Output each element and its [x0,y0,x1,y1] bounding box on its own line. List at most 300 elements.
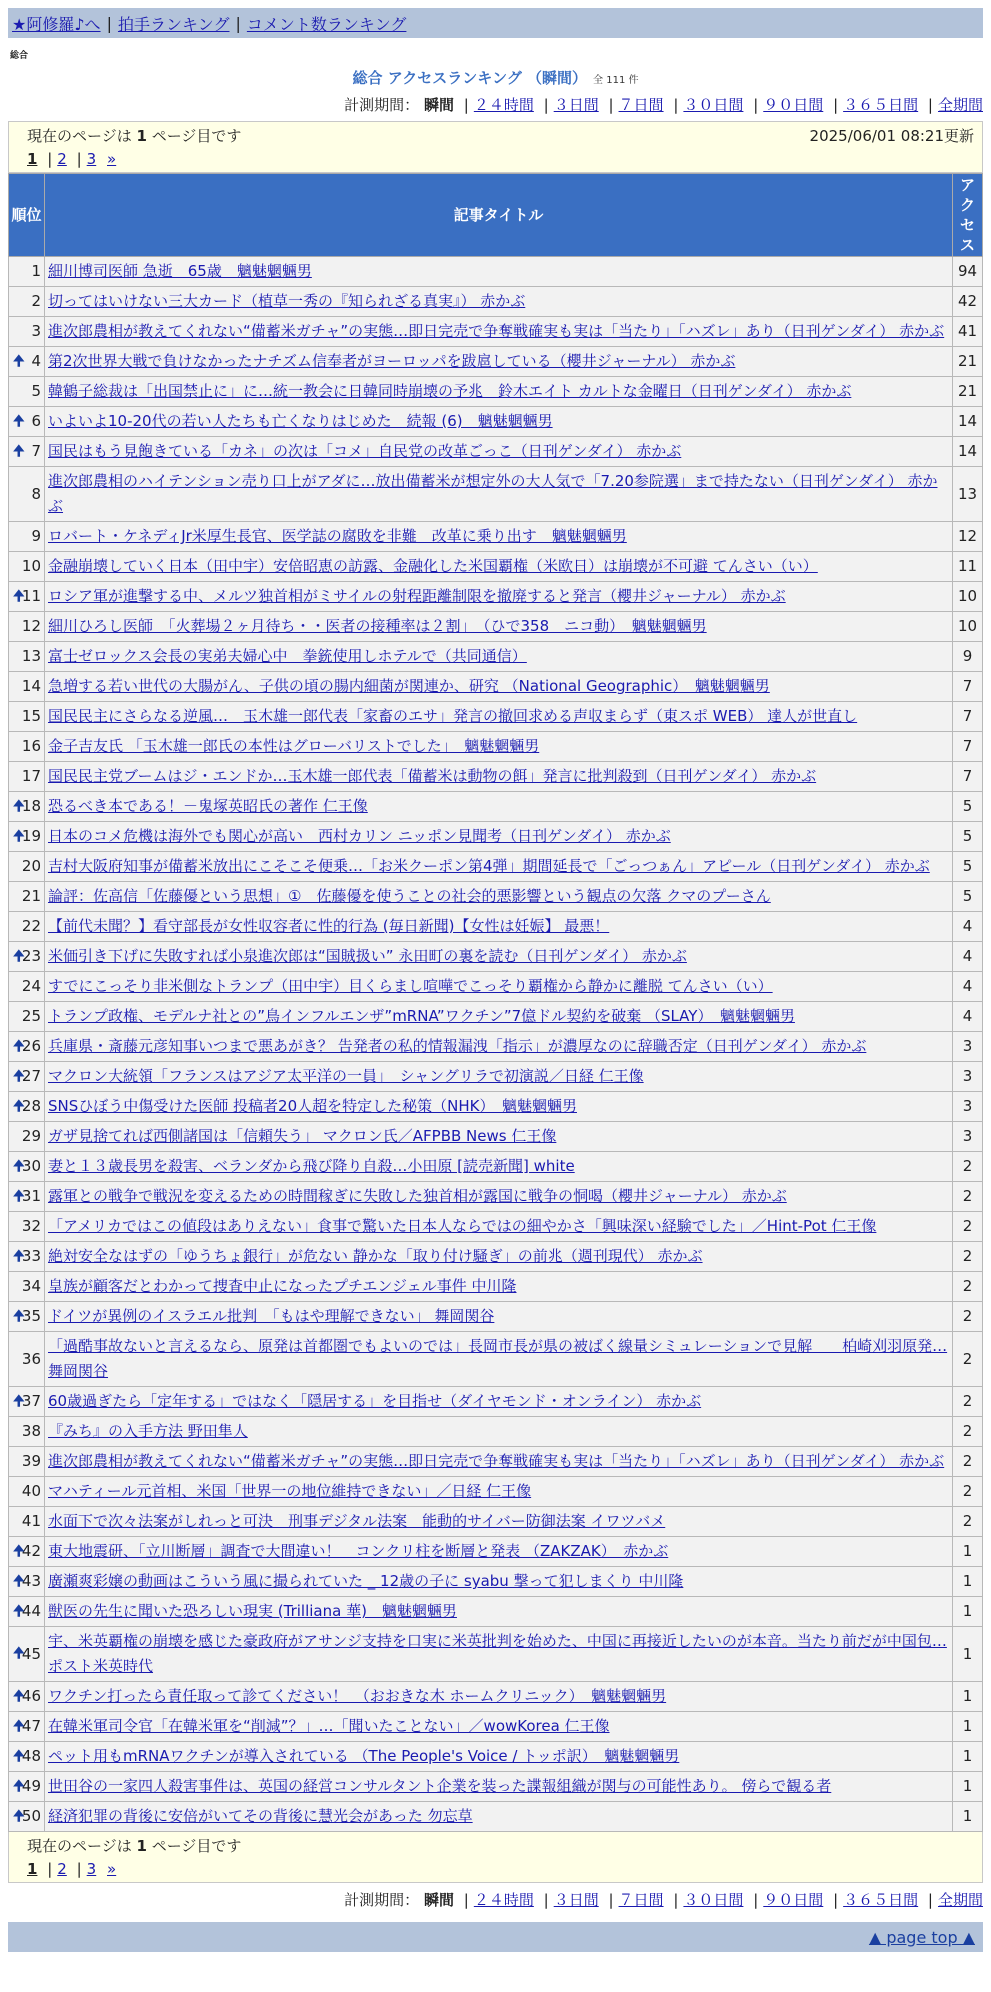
article-link[interactable]: 論評：佐高信「佐藤優という思想」① 佐藤優を使うことの社会的悪影響という観点の欠落 クマのプーさん [48,887,771,905]
table-row [9,552,983,582]
article-link[interactable]: 国民民主にさらなる逆風… 玉木雄一郎代表「家畜のエサ」発言の撤回求める声収まらず（東スポ WEB） 達人が世直し [48,707,858,725]
article-link[interactable]: 国民民主党ブームはジ・エンドか…玉木雄一郎代表「備蓄米は動物の餌」発言に批判殺到（日刊ゲンダイ） 赤かぶ [48,767,817,785]
access-count: 1 [953,1772,983,1802]
page-2-link[interactable]: 2 [57,1860,67,1878]
access-count: 1 [953,1682,983,1712]
rank-cell [9,287,45,317]
title-cell [45,522,953,552]
table-row [9,317,983,347]
rank-number: 31 [21,1187,41,1205]
article-link[interactable]: 皇族が顧客だとわかって捜査中止になったプチエンジェル事件 中川隆 [48,1277,517,1295]
page-3-link[interactable]: 3 [86,1860,97,1878]
page-top-link[interactable]: ▲ page top ▲ [868,1927,975,1947]
title-cell [45,552,953,582]
article-link[interactable]: 細川ひろし医師 「火葬場２ヶ月待ち・・医者の接種率は２割」 （ひで358 ニコ動） 魑魅魍魎男 [48,617,707,635]
title-cell [45,852,953,882]
access-count: 1 [953,1712,983,1742]
period-label: 計測期間： [344,1891,420,1909]
article-link[interactable]: 絶対安全なはずの「ゆうちょ銀行」が危ない 静かな「取り付け騒ぎ」の前兆（週刊現代） 赤かぶ [48,1247,703,1265]
rank-cell [9,1002,45,1032]
access-count: 3 [953,1062,983,1092]
access-count: 10 [953,582,983,612]
rank-number: 30 [21,1157,41,1175]
access-count: 4 [953,942,983,972]
title-cell [45,1212,953,1242]
access-count: 2 [953,1417,983,1447]
article-link[interactable]: 60歳過ぎたら「定年する」ではなく「隠居する」を目指せ（ダイヤモンド・オンライン） 赤かぶ [48,1392,702,1410]
title-cell [45,1032,953,1062]
title-cell [45,612,953,642]
article-link[interactable]: ロバート・ケネディJr米厚生長官、医学誌の腐敗を非難 改革に乗り出す 魑魅魍魎男 [48,527,627,545]
table-row [9,1332,983,1387]
rank-number: 23 [21,947,41,965]
access-count: 2 [953,1152,983,1182]
title-cell [45,582,953,612]
title-cell [45,437,953,467]
access-count: 1 [953,1567,983,1597]
period-3d-link[interactable]: ３日間 [553,96,599,114]
title-cell [45,1302,953,1332]
article-link[interactable]: マクロン大統領「フランスはアジア太平洋の一員」 シャングリラで初演説／日経 仁王像 [48,1067,644,1085]
access-count: 3 [953,1032,983,1062]
rank-up-arrow-icon: 🠉 [13,588,25,604]
title-cell [45,1002,953,1032]
period-3d-link[interactable]: ３日間 [553,1891,599,1909]
article-link[interactable]: 細川博司医師 急逝 65歳 魑魅魍魎男 [48,262,312,280]
page-status: 現在のページは 1 ページ目です [27,1837,242,1855]
rank-number: 50 [21,1807,41,1825]
title-cell [45,732,953,762]
article-link[interactable]: 吉村大阪府知事が備蓄米放出にこそこそ便乗…「お米クーポン第4弾」期間延長で「ごっつぁん」アピール（日刊ゲンダイ） 赤かぶ [48,857,930,875]
rank-number: 21 [21,887,41,905]
table-row [9,287,983,317]
rank-cell [9,377,45,407]
rank-cell [9,762,45,792]
pager-top: 現在のページは 1 ページ目です 2025/06/01 08:21更新 1 | 2 | 3 » [8,121,983,173]
access-count: 2 [953,1242,983,1272]
period-90d-link[interactable]: ９０日間 [763,96,824,114]
rank-number: 10 [21,557,41,575]
article-link[interactable]: ワクチン打ったら責任取って診てください！ （おおきな木 ホームクリニック） 魑魅魍魎男 [48,1687,667,1705]
period-30d-link[interactable]: ３０日間 [683,1891,744,1909]
rank-up-arrow-icon: 🠉 [13,1098,25,1114]
rank-number: 34 [21,1277,41,1295]
rank-number: 18 [21,797,41,815]
rank-cell [9,257,45,287]
rank-number: 22 [21,917,41,935]
rank-number: 44 [21,1602,41,1620]
rank-cell [9,1712,45,1742]
period-all-link[interactable]: 全期間 [937,1891,983,1909]
rank-cell [9,1447,45,1477]
article-link[interactable]: トランプ政権、モデルナ社との”鳥インフルエンザ”mRNA”ワクチン”7億ドル契約を破棄 （SLAY） 魑魅魍魎男 [48,1007,795,1025]
table-row [9,437,983,467]
access-count: 7 [953,702,983,732]
article-link[interactable]: ロシア軍が進撃する中、メルツ独首相がミサイルの射程距離制限を撤廃すると発言（櫻井ジャーナル） 赤かぶ [48,587,786,605]
access-count: 2 [953,1507,983,1537]
title-cell [45,1712,953,1742]
period-all-link[interactable]: 全期間 [937,96,983,114]
col-title-header: 記事タイトル [45,174,953,257]
article-link[interactable]: 経済犯罪の背後に安倍がいてその背後に慧光会があった 勿忘草 [48,1807,473,1825]
table-row [9,1682,983,1712]
table-row [9,852,983,882]
rank-number: 40 [21,1482,41,1500]
article-link[interactable]: 妻と１３歳長男を殺害、ベランダから飛び降り自殺…小田原 [読売新聞] white [48,1157,575,1175]
rank-up-arrow-icon: 🠉 [13,353,25,369]
rank-number: 48 [21,1747,41,1765]
article-link[interactable]: ペット用もmRNAワクチンが導入されている （The People's Voice / トッポ訳） 魑魅魍魎男 [48,1747,680,1765]
article-link[interactable]: 廣瀬爽彩嬢の動画はこういう風に撮られていた _ 12歳の子に syabu 撃って犯しまくり 中川隆 [48,1572,684,1590]
rank-cell [9,317,45,347]
period-selector-top: 計測期間： 瞬間 | ２４時間 | ３日間 | ７日間 | ３０日間 | ９０日間 | ３６５日間 | 全期間 [344,96,983,114]
table-row [9,912,983,942]
article-link[interactable]: 富士ゼロックス会長の実弟夫婦心中 拳銃使用しホテルで（共同通信） [48,647,527,665]
period-7d-link[interactable]: ７日間 [618,1891,664,1909]
article-link[interactable]: 第2次世界大戦で負けなかったナチズム信奉者がヨーロッパを跋扈している（櫻井ジャーナル） 赤かぶ [48,352,736,370]
ranking-table [8,173,983,1832]
rank-up-arrow-icon: 🠉 [13,798,25,814]
article-link[interactable]: マハティール元首相、米国「世界一の地位維持できない」／日経 仁王像 [48,1482,532,1500]
table-row [9,1242,983,1272]
title-cell [45,1742,953,1772]
rank-number: 41 [21,1512,41,1530]
rank-up-arrow-icon: 🠉 [13,1308,25,1324]
access-count: 94 [953,257,983,287]
rank-cell [9,1387,45,1417]
rank-cell [9,1182,45,1212]
rank-cell [9,1032,45,1062]
rank-up-arrow-icon: 🠉 [13,1543,25,1559]
rank-number: 4 [31,352,41,370]
rank-cell [9,467,45,522]
title-cell [45,1332,953,1387]
table-row [9,1477,983,1507]
title-cell [45,882,953,912]
rank-number: 25 [21,1007,41,1025]
rank-cell [9,437,45,467]
rank-up-arrow-icon: 🠉 [13,1248,25,1264]
rank-cell [9,552,45,582]
rank-number: 38 [21,1422,41,1440]
rank-cell [9,972,45,1002]
page-current: 1 [27,1860,38,1878]
article-link[interactable]: すでにこっそり非米側なトランプ（田中宇）目くらまし喧嘩でこっそり覇権から静かに離脱 てんさい（い） [48,977,773,995]
access-count: 1 [953,1537,983,1567]
table-row [9,942,983,972]
rank-number: 29 [21,1127,41,1145]
page-status: 現在のページは 1 ページ目です [27,127,242,145]
title-cell [45,347,953,377]
title-cell [45,407,953,437]
rank-cell [9,672,45,702]
access-count: 2 [953,1182,983,1212]
title-cell [45,1062,953,1092]
table-row [9,1742,983,1772]
article-link[interactable]: 金子吉友氏 「玉木雄一郎氏の本性はグローバリストでした」 魑魅魍魎男 [48,737,540,755]
article-link[interactable]: いよいよ10-20代の若い人たちも亡くなりはじめた 続報 (6) 魑魅魍魎男 [48,412,553,430]
table-row [9,642,983,672]
rank-cell [9,1537,45,1567]
period-90d-link[interactable]: ９０日間 [763,1891,824,1909]
article-link[interactable]: 宇、米英覇権の崩壊を感じた豪政府がアサンジ支持を口実に米英批判を始めた、中国に再接近したいのが本音。当たり前だが中国包… ポスト米英時代 [48,1632,947,1675]
rank-number: 32 [21,1217,41,1235]
rank-cell [9,1772,45,1802]
next-page-link[interactable]: » [107,1860,117,1878]
rank-up-arrow-icon: 🠉 [13,1158,25,1174]
rank-up-arrow-icon: 🠉 [13,948,25,964]
rank-up-arrow-icon: 🠉 [13,1808,25,1824]
rank-up-arrow-icon: 🠉 [13,413,25,429]
rank-number: 3 [31,322,41,340]
table-row [9,1152,983,1182]
period-label: 計測期間： [344,96,420,114]
rank-cell [9,702,45,732]
rank-number: 47 [21,1717,41,1735]
title-cell [45,792,953,822]
rank-cell [9,347,45,377]
rank-number: 5 [31,382,41,400]
rank-cell [9,1272,45,1302]
title-cell [45,287,953,317]
table-row [9,1387,983,1417]
title-cell [45,912,953,942]
rank-up-arrow-icon: 🠉 [13,1778,25,1794]
table-row [9,1772,983,1802]
article-link[interactable]: ガザ見捨てれば西側諸国は「信頼失う」 マクロン氏／AFPBB News 仁王像 [48,1127,557,1145]
title-cell [45,822,953,852]
title-cell [45,1092,953,1122]
table-row [9,1092,983,1122]
rank-number: 27 [21,1067,41,1085]
rank-number: 16 [21,737,41,755]
title-cell [45,1802,953,1832]
table-row [9,1447,983,1477]
rank-number: 45 [21,1644,41,1663]
article-link[interactable]: SNSひぼう中傷受けた医師 投稿者20人超を特定した秘策（NHK） 魑魅魍魎男 [48,1097,577,1115]
article-link[interactable]: 【前代未聞？】看守部長が女性収容者に性的行為 (毎日新聞)【女性は妊娠】 最悪！ [48,917,610,935]
title-cell [45,1272,953,1302]
rank-cell [9,1062,45,1092]
access-count: 4 [953,912,983,942]
rank-cell [9,822,45,852]
rank-cell [9,1242,45,1272]
pager-bottom: 現在のページは 1 ページ目です 1 | 2 | 3 » [8,1832,983,1883]
clap-ranking-link[interactable]: 拍手ランキング [117,14,230,34]
article-link[interactable]: 兵庫県・斎藤元彦知事いつまで悪あがき？ 告発者の私的情報漏洩「指示」が濃厚なのに辞職否定（日刊ゲンダイ） 赤かぶ [48,1037,867,1055]
period-365d-link[interactable]: ３６５日間 [843,1891,919,1909]
home-link[interactable]: ★阿修羅♪へ [12,14,101,34]
period-365d-link[interactable]: ３６５日間 [843,96,919,114]
article-link[interactable]: 獣医の先生に聞いた恐ろしい現実 (Trilliana 華) 魑魅魍魎男 [48,1602,457,1620]
rank-number: 14 [21,677,41,695]
table-row [9,1712,983,1742]
table-row [9,1507,983,1537]
article-link[interactable]: 在韓米軍司令官「在韓米軍を“削減”？」…「聞いたことない」／wowKorea 仁王像 [48,1717,610,1735]
article-link[interactable]: 日本のコメ危機は海外でも関心が高い 西村カリン ニッポン見聞考（日刊ゲンダイ） 赤かぶ [48,827,671,845]
title-cell [45,672,953,702]
title-cell [45,257,953,287]
period-24h-link[interactable]: ２４時間 [473,96,534,114]
table-row [9,522,983,552]
rank-cell [9,1627,45,1682]
rank-up-arrow-icon: 🠉 [13,1603,25,1619]
access-count: 2 [953,1272,983,1302]
title-cell [45,762,953,792]
table-row [9,1032,983,1062]
article-link[interactable]: 進次郎農相が教えてくれない“備蓄米ガチャ”の実態…即日完売で争奪戦確実も実は「当たり」「ハズレ」あり（日刊ゲンダイ） 赤かぶ [48,322,945,340]
rank-number: 8 [31,484,41,503]
access-count: 7 [953,762,983,792]
table-row [9,1802,983,1832]
ranking-heading [0,67,991,88]
top-nav-bar [8,8,983,38]
rank-cell [9,1567,45,1597]
col-rank-header: 順位 [9,174,45,257]
table-row [9,377,983,407]
rank-cell [9,882,45,912]
page-3-link[interactable]: 3 [86,150,97,168]
article-link[interactable]: 世田谷の一家四人殺害事件は、英国の経営コンサルタント企業を装った諜報組織が関与の可能性あり。 傍らで観る者 [48,1777,832,1795]
rank-cell [9,582,45,612]
rank-cell [9,1802,45,1832]
rank-number: 1 [31,262,41,280]
rank-cell [9,1742,45,1772]
table-row [9,732,983,762]
table-row [9,612,983,642]
access-count: 7 [953,732,983,762]
title-cell [45,1477,953,1507]
title-cell [45,1627,953,1682]
article-link[interactable]: 『みち』の入手方法 野田隼人 [48,1422,248,1440]
access-count: 1 [953,1597,983,1627]
rank-cell [9,1597,45,1627]
article-link[interactable]: 露軍との戦争で戦況を変えるための時間稼ぎに失敗した独首相が露国に戦争の恫喝（櫻井ジャーナル） 赤かぶ [48,1187,787,1205]
access-count: 10 [953,612,983,642]
article-link[interactable]: 金融崩壊していく日本（田中宇）安倍昭恵の訪露、金融化した米国覇権（米欧日）は崩壊が不可避 てんさい（い） [48,557,818,575]
rank-number: 37 [21,1392,41,1410]
article-link[interactable]: 韓鶴子総裁は「出国禁止に」に…統一教会に日韓同時崩壊の予兆 鈴木エイト カルトな金曜日（日刊ゲンダイ） 赤かぶ [48,382,852,400]
article-link[interactable]: 国民はもう見飽きている「カネ」の次は「コメ」自民党の改革ごっこ（日刊ゲンダイ） 赤かぶ [48,442,682,460]
access-count: 2 [953,1332,983,1387]
rank-up-arrow-icon: 🠉 [13,443,25,459]
access-count: 2 [953,1447,983,1477]
table-row [9,1537,983,1567]
rank-cell [9,1152,45,1182]
access-count: 13 [953,467,983,522]
rank-number: 43 [21,1572,41,1590]
access-count: 2 [953,1302,983,1332]
period-selector-bottom: 計測期間： 瞬間 | ２４時間 | ３日間 | ７日間 | ３０日間 | ９０日間 | ３６５日間 | 全期間 [344,1891,983,1909]
title-cell [45,1537,953,1567]
table-row [9,1302,983,1332]
rank-cell [9,1332,45,1387]
rank-number: 49 [21,1777,41,1795]
access-count: 1 [953,1742,983,1772]
title-cell [45,1122,953,1152]
article-link[interactable]: 進次郎農相が教えてくれない“備蓄米ガチャ”の実態…即日完売で争奪戦確実も実は「当たり」「ハズレ」あり（日刊ゲンダイ） 赤かぶ [48,1452,945,1470]
table-row [9,407,983,437]
access-count: 3 [953,1122,983,1152]
article-link[interactable]: 水面下で次々法案がしれっと可決 刑事デジタル法案 能動的サイバー防御法案 イワツバメ [48,1512,666,1530]
article-link[interactable]: 切ってはいけない三大カード（植草一秀の『知られざる真実』） 赤かぶ [48,292,526,310]
rank-cell [9,1212,45,1242]
rank-number: 7 [31,442,41,460]
article-link[interactable]: ドイツが異例のイスラエル批判 「もはや理解できない」 舞岡関谷 [48,1307,495,1325]
page-2-link[interactable]: 2 [57,150,67,168]
rank-number: 24 [21,977,41,995]
period-24h-link[interactable]: ２４時間 [473,1891,534,1909]
article-link[interactable]: 急増する若い世代の大腸がん、子供の頃の腸内細菌が関連か、研究 （National Geographic） 魑魅魍魎男 [48,677,770,695]
rank-number: 9 [31,527,41,545]
rank-cell [9,1417,45,1447]
comment-ranking-link[interactable]: コメント数ランキング [246,14,407,34]
title-cell [45,1447,953,1477]
table-row [9,1122,983,1152]
rank-number: 6 [31,412,41,430]
article-link[interactable]: 東大地震研、「立川断層」調査で大間違い！ コンクリ柱を断層と発表 （ZAKZAK） 赤かぶ [48,1542,669,1560]
access-count: 2 [953,1387,983,1417]
article-link[interactable]: 「アメリカではこの値段はありえない」食事で驚いた日本人ならではの細やかさ「興味深い経験でした」／Hint-Pot 仁王像 [48,1217,877,1235]
article-link[interactable]: 進次郎農相のハイテンション売り口上がアダに…放出備蓄米が想定外の大人気で「7.20参院選」まで持たない（日刊ゲンダイ） 赤かぶ [48,472,938,515]
rank-number: 35 [21,1307,41,1325]
access-count: 41 [953,317,983,347]
title-cell [45,1182,953,1212]
table-row [9,882,983,912]
col-access-header: アクセス [953,174,983,257]
rank-up-arrow-icon: 🠉 [13,1573,25,1589]
period-7d-link[interactable]: ７日間 [618,96,664,114]
rank-up-arrow-icon: 🠉 [13,1645,25,1662]
access-count: 9 [953,642,983,672]
rank-number: 17 [21,767,41,785]
access-count: 7 [953,672,983,702]
rank-number: 36 [21,1349,41,1368]
next-page-link[interactable]: » [107,150,117,168]
rank-up-arrow-icon: 🠉 [13,1688,25,1704]
access-count: 12 [953,522,983,552]
period-30d-link[interactable]: ３０日間 [683,96,744,114]
table-row [9,347,983,377]
item-count: 全 111 件 [593,75,639,86]
rank-cell [9,912,45,942]
access-count: 4 [953,1002,983,1032]
title-cell [45,1772,953,1802]
table-row [9,822,983,852]
access-count: 11 [953,552,983,582]
access-count: 5 [953,822,983,852]
table-row [9,1182,983,1212]
rank-number: 42 [21,1542,41,1560]
rank-up-arrow-icon: 🠉 [13,828,25,844]
title-cell [45,1242,953,1272]
table-row [9,1597,983,1627]
table-row [9,762,983,792]
article-link[interactable]: 「過酷事故ないと言えるなら、原発は首都圏でもよいのでは」長岡市長が県の被ばく線量シミュレーションで見解 柏崎刈羽原発… 舞岡関谷 [48,1337,948,1380]
rank-number: 11 [21,587,41,605]
rank-number: 46 [21,1687,41,1705]
table-row [9,1002,983,1032]
access-count: 21 [953,377,983,407]
article-link[interactable]: 恐るべき本である！－鬼塚英昭氏の著作 仁王像 [48,797,368,815]
rank-cell [9,522,45,552]
rank-number: 19 [21,827,41,845]
rank-number: 28 [21,1097,41,1115]
rank-cell [9,407,45,437]
rank-number: 15 [21,707,41,725]
table-row [9,792,983,822]
article-link[interactable]: 米価引き下げに失敗すれば小泉進次郎は“国賊扱い” 永田町の裏を読む（日刊ゲンダイ） 赤かぶ [48,947,687,965]
